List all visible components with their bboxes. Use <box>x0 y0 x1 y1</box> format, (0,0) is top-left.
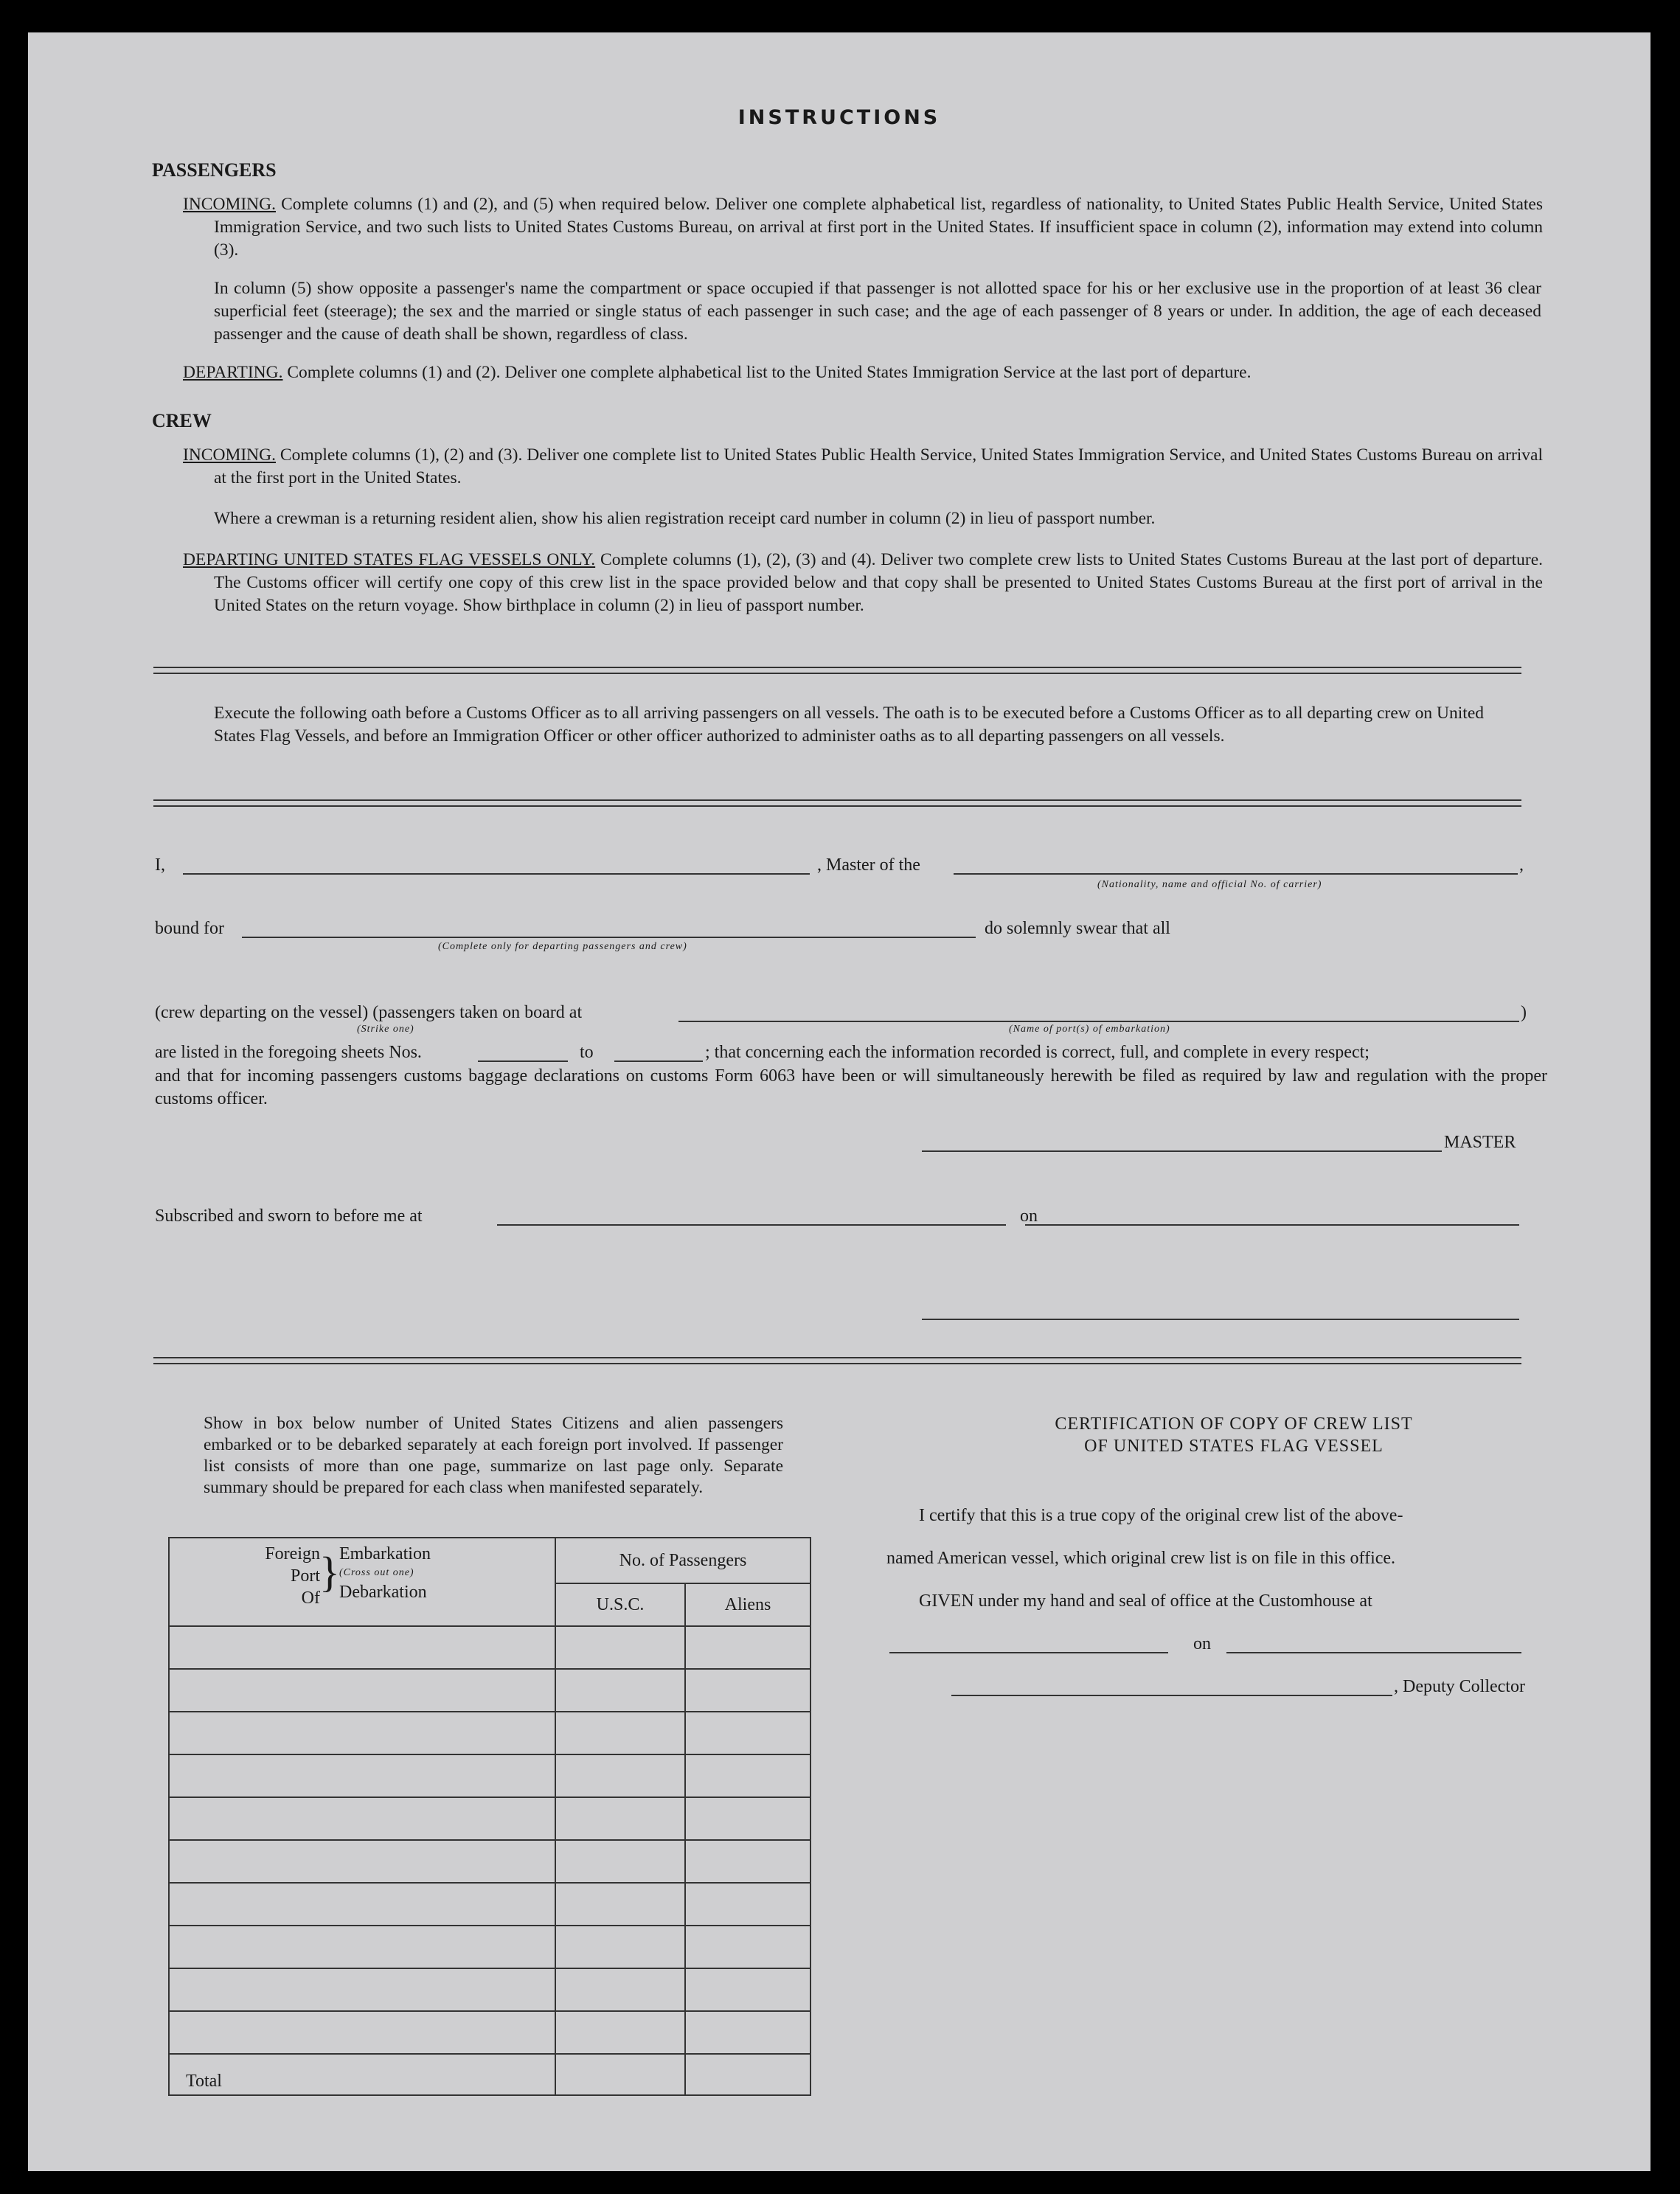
oath-i-label: I, <box>155 855 165 875</box>
certification-heading-line-1: CERTIFICATION OF COPY OF CREW LIST <box>1055 1414 1413 1434</box>
cert-on-label: on <box>1193 1634 1211 1653</box>
certify-line-1: I certify that this is a true copy of the original crew list of the above- <box>919 1506 1403 1525</box>
aliens-header: Aliens <box>685 1583 811 1626</box>
bound-for-line[interactable] <box>242 937 976 938</box>
passengers-heading: PASSENGERS <box>152 159 277 181</box>
table-row <box>169 1968 811 2011</box>
sheet-to-line[interactable] <box>614 1060 703 1062</box>
divider-2 <box>153 799 1521 807</box>
debarkation-label: Debarkation <box>339 1583 427 1602</box>
page-title: INSTRUCTIONS <box>737 106 941 129</box>
master-name-line[interactable] <box>183 873 810 875</box>
oath-listed-c: and that for incoming passengers customs baggage declarations on customs Form 6063 have been or will simultaneously herewith be filed as required by law and regulation with the proper customs officer. <box>155 1066 1547 1108</box>
passengers-departing-paragraph <box>183 361 1543 384</box>
nationality-caption: (Nationality, name and official No. of carrier) <box>1097 879 1322 890</box>
oath-on-label: on <box>1020 1207 1038 1226</box>
table-row <box>169 1926 811 1968</box>
table-row <box>169 2011 811 2054</box>
passengers-departing-text: Complete columns (1) and (2). Deliver one complete alphabetical list to the United States Immigration Service at the last port of departure. <box>287 363 1252 382</box>
oath-swear: do solemnly swear that all <box>985 919 1170 938</box>
sheet-from-line[interactable] <box>478 1060 568 1062</box>
embarkation-ports-line[interactable] <box>678 1021 1519 1022</box>
passengers-departing-label: DEPARTING. <box>183 363 283 382</box>
sworn-at-line[interactable] <box>497 1224 1006 1226</box>
passengers-incoming-paragraph <box>183 193 1543 262</box>
oath-instruction-paragraph: Execute the following oath before a Customs Officer as to all arriving passengers on all vessels. The oath is to be executed before a Customs Officer as to all departing crew on United States Flag Vessels, and before an Immigration Officer or other officer authorized to administer oaths as to all departing passengers on all vessels. <box>214 704 1484 746</box>
given-line: GIVEN under my hand and seal of office at the Customhouse at <box>919 1591 1372 1611</box>
crew-incoming-label: INCOMING. <box>183 445 276 465</box>
crew-incoming-paragraph <box>183 444 1543 490</box>
foreign-label: Foreign <box>265 1544 320 1563</box>
port-header-cell <box>169 1538 555 1626</box>
ports-caption: (Name of port(s) of embarkation) <box>1009 1024 1170 1035</box>
crew-flag-label: DEPARTING UNITED STATES FLAG VESSELS ONLY. <box>183 550 596 569</box>
embarkation-label: Embarkation <box>339 1544 431 1563</box>
oath-listed-b: ; that concerning each the information recorded is correct, full, and complete in every respect; <box>705 1043 1370 1062</box>
summary-rows <box>169 1626 811 2095</box>
brace-glyph: } <box>319 1548 340 1596</box>
table-row <box>169 1883 811 1926</box>
cross-out-caption: (Cross out one) <box>339 1567 414 1578</box>
passenger-summary-table <box>168 1537 811 2096</box>
no-passengers-header: No. of Passengers <box>555 1538 811 1583</box>
oath-master-of: , Master of the <box>817 855 920 875</box>
crew-flag-text: Complete columns (1), (2), (3) and (4). Deliver two complete crew lists to United States Customs Bureau at the last port of departure. The Customs officer will certify one copy of this crew list in the space provided below and that copy shall be presented to United States Customs Bureau at the first port of arrival in the United States on the return voyage. Show birthplace in column (2) in lieu of passport number. <box>214 550 1543 615</box>
crew-heading: CREW <box>152 410 212 431</box>
deputy-signature-line[interactable] <box>951 1695 1392 1696</box>
table-row <box>169 1840 811 1883</box>
oath-listed-a: are listed in the foregoing sheets Nos. <box>155 1043 422 1062</box>
column5-paragraph: In column (5) show opposite a passenger's name the compartment or space occupied if that passenger is not allotted space for his or her exclusive use in the proportion of at least 36 clear superficial feet (steerage); the sex and the married or single status of each passenger in such case; and the age of each passenger of 8 years or under. In addition, the age of each deceased passenger and the cause of death shall be shown, regardless of class. <box>214 279 1541 344</box>
summary-instruction: Show in box below number of United States Citizens and alien passengers embarked or to be debarked separately at each foreign port involved. If passenger list consists of more than one page, summarize on last page only. Separate summary should be prepared for each class when manifested separately. <box>204 1414 783 1497</box>
passengers-incoming-text: Complete columns (1) and (2), and (5) when required below. Deliver one complete alphabetical list, regardless of nationality, to United States Public Health Service, United States Immigration Service, and two such lists to United States Customs Bureau, on arrival at first port in the United States. If insufficient space in column (2), information may extend into column (3). <box>214 195 1544 260</box>
total-usc-cell[interactable] <box>555 2054 685 2095</box>
customhouse-line[interactable] <box>889 1652 1168 1653</box>
port-label: Port <box>290 1566 320 1586</box>
crew-flag-paragraph <box>183 549 1543 617</box>
table-row <box>169 1754 811 1797</box>
usc-header: U.S.C. <box>555 1583 685 1626</box>
divider-1 <box>153 667 1521 674</box>
total-label: Total <box>169 2054 555 2095</box>
table-row <box>169 1797 811 1840</box>
master-signature-line[interactable] <box>922 1150 1442 1152</box>
oath-crew-departing: (crew departing on the vessel) (passengers taken on board at <box>155 1003 583 1022</box>
oath-bound-for: bound for <box>155 919 224 938</box>
of-label: Of <box>301 1589 320 1608</box>
table-row <box>169 1712 811 1754</box>
sworn-on-line[interactable] <box>1025 1224 1519 1226</box>
table-row <box>169 1669 811 1712</box>
crew-resident-paragraph: Where a crewman is a returning resident alien, show his alien registration receipt card number in column (2) in lieu of passport number. <box>214 509 1156 528</box>
carrier-line[interactable] <box>954 873 1518 875</box>
divider-3 <box>153 1357 1521 1364</box>
oath-comma: , <box>1519 855 1524 875</box>
oath-close-paren: ) <box>1521 1003 1527 1022</box>
oath-subscribed: Subscribed and sworn to before me at <box>155 1207 423 1226</box>
certify-line-2: named American vessel, which original crew list is on file in this office. <box>886 1549 1396 1568</box>
certification-heading-line-2: OF UNITED STATES FLAG VESSEL <box>1084 1437 1384 1456</box>
crew-incoming-text: Complete columns (1), (2) and (3). Deliver one complete list to United States Public Health Service, United States Immigration Service, and United States Customs Bureau on arrival at the first port in the United States. <box>214 445 1544 487</box>
master-label: MASTER <box>1444 1133 1516 1152</box>
officer-signature-line[interactable] <box>922 1319 1519 1320</box>
form-page <box>28 32 1651 2171</box>
passengers-incoming-label: INCOMING. <box>183 195 276 214</box>
cert-date-line[interactable] <box>1226 1652 1521 1653</box>
strike-caption: (Strike one) <box>357 1024 414 1035</box>
table-row <box>169 1626 811 1669</box>
total-aliens-cell[interactable] <box>685 2054 811 2095</box>
deputy-label: , Deputy Collector <box>1394 1677 1525 1696</box>
certification-heading <box>884 1413 1584 1457</box>
total-row <box>169 2054 811 2095</box>
complete-only-caption: (Complete only for departing passengers and crew) <box>438 941 687 952</box>
oath-listed-to: to <box>580 1043 594 1062</box>
